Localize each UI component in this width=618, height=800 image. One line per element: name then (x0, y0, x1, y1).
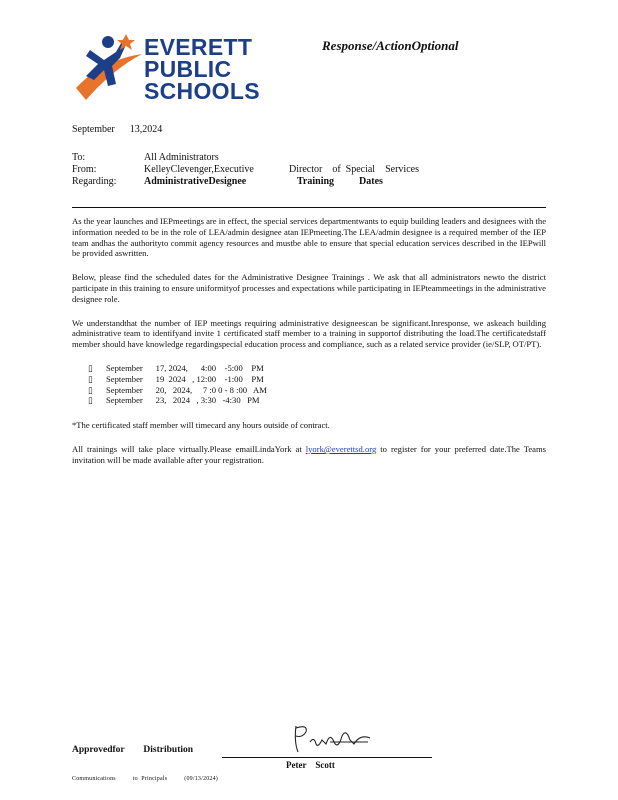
bullet-icon: ▯ (88, 373, 93, 384)
memo-header (72, 152, 419, 188)
signer-name: Peter Scott (286, 760, 335, 770)
district-logo (72, 30, 262, 112)
regarding-label: Regarding: (72, 176, 117, 187)
from-label: From: (72, 164, 97, 175)
to-label: To: (72, 152, 86, 163)
session-item (88, 395, 546, 406)
timecard-note: *The certificated staff member will timecard any hours outside of contract. (72, 420, 330, 431)
paragraph-register (72, 444, 546, 466)
paragraph-schedule: Below, please find the scheduled dates for the Administrative Designee Trainings . We ask that all administrators newto the district participate in this training to ensure uniformityof processes and expectations while participating in IEPteammeetings in the administrative designee role. (72, 272, 546, 304)
memo-to-row (72, 152, 419, 164)
paragraph-intro: As the year launches and IEPmeetings are in effect, the special services departmentwants to equip building leaders and designees with the information needed to be in the role of LEA/admin designee atan IEPmeeting.The LEA/admin designee is a required member of the IEP team andhas the authorityto commit agency resources and mustbe able to ensure that special education services described in the IEPwill be provided aswritten. (72, 216, 547, 259)
register-text-after: to register for your preferred date.The Teams invitation will be made available after your registration. (72, 443, 547, 465)
logo-wordmark (144, 36, 260, 102)
signature-icon (290, 722, 376, 756)
logo-line-2: PUBLIC (144, 56, 232, 82)
memo-from-row (72, 164, 419, 176)
session-item (88, 374, 546, 385)
session-date: September 23, 2024 , 3:30 -4:30 PM (106, 395, 260, 406)
bullet-icon: ▯ (88, 384, 93, 395)
memo-date: September 13,2024 (72, 124, 163, 135)
session-date: September 19 2024 , 12:00 -1:00 PM (106, 373, 264, 384)
session-item (88, 385, 546, 396)
to-value: All Administrators (144, 152, 219, 163)
from-title: Director of Special Services (289, 164, 419, 175)
signature-line (222, 757, 432, 758)
from-value: KelleyClevenger,Executive (144, 164, 254, 175)
paragraph-request: We understandthat the number of IEP meetings requiring administrative designeescan be significant.Inresponse, we askeach building administrative team to identifyand invite 1 certificated staff member to a training in supportof distributing the load.The certificatedstaff member should have knowledge regardingspecial education process and compliance, such as a related service provider (ie/SLP, OT/PT). (72, 317, 546, 350)
register-text-before: All trainings will take place virtually.Please emailLindaYork at (72, 443, 302, 454)
session-item (88, 363, 546, 374)
bullet-icon: ▯ (88, 395, 93, 406)
memo-body (72, 216, 546, 479)
memo-regarding-row (72, 176, 419, 188)
response-note: Response/ActionOptional (322, 38, 459, 53)
document-footer: Communications to Principals (09/13/2024) (72, 776, 218, 782)
email-link[interactable]: lyork@everettsd.org (305, 443, 377, 454)
regarding-extra: Training Dates (297, 176, 383, 187)
logo-line-3: SCHOOLS (144, 78, 260, 104)
regarding-value: AdministrativeDesignee (144, 176, 247, 187)
logo-line-1: EVERETT (144, 34, 253, 60)
session-date: September 20, 2024, 7 :0 0 - 8 :00 AM (106, 384, 267, 395)
session-date: September 17, 2024, 4:00 -5:00 PM (106, 362, 264, 373)
bullet-icon: ▯ (88, 362, 93, 373)
session-list (88, 363, 546, 406)
approval-label: Approvedfor Distribution (72, 745, 194, 755)
runner-icon (72, 30, 144, 112)
header-divider (72, 207, 546, 208)
